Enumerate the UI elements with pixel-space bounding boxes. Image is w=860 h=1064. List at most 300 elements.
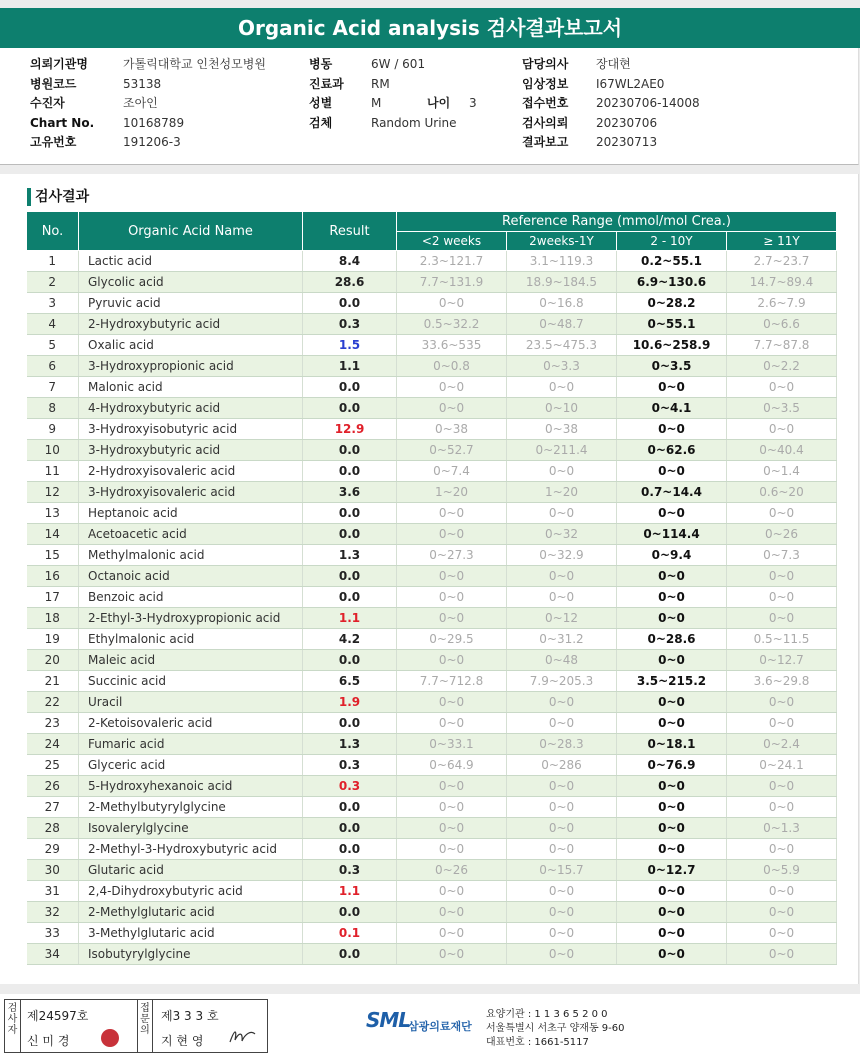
row-result: 1.3 bbox=[303, 734, 397, 755]
row-result: 1.3 bbox=[303, 545, 397, 566]
row-acid-name: Lactic acid bbox=[79, 251, 303, 272]
table-row bbox=[27, 356, 837, 377]
row-ref-11y: 0~12.7 bbox=[727, 650, 837, 671]
table-row bbox=[27, 776, 837, 797]
addr-line-2: 서울특별시 서초구 양재동 9-60 bbox=[486, 1023, 625, 1034]
row-ref-2w-1y: 0~38 bbox=[507, 419, 617, 440]
row-acid-name: Glutaric acid bbox=[79, 860, 303, 881]
row-ref-2w-1y: 0~16.8 bbox=[507, 293, 617, 314]
row-ref-under-2w: 0~27.3 bbox=[397, 545, 507, 566]
row-result: 0.0 bbox=[303, 839, 397, 860]
row-ref-11y: 0.5~11.5 bbox=[727, 629, 837, 650]
row-ref-under-2w: 7.7~712.8 bbox=[397, 671, 507, 692]
row-acid-name: 2,4-Dihydroxybutyric acid bbox=[79, 881, 303, 902]
row-ref-11y: 0~24.1 bbox=[727, 755, 837, 776]
row-no: 3 bbox=[27, 293, 79, 314]
row-ref-under-2w: 7.7~131.9 bbox=[397, 272, 507, 293]
table-row bbox=[27, 377, 837, 398]
info-row bbox=[522, 75, 822, 95]
age-label: 나이 bbox=[427, 96, 451, 110]
row-ref-under-2w: 0~0 bbox=[397, 902, 507, 923]
col-header-ref-under-2w: <2 weeks bbox=[397, 232, 507, 251]
row-no: 23 bbox=[27, 713, 79, 734]
table-row bbox=[27, 944, 837, 965]
info-row bbox=[309, 75, 509, 95]
doctor-signature-icon bbox=[227, 1026, 257, 1046]
row-ref-11y: 0~0 bbox=[727, 944, 837, 965]
row-ref-2-10y: 0~0 bbox=[617, 566, 727, 587]
row-ref-2w-1y: 3.1~119.3 bbox=[507, 251, 617, 272]
table-row bbox=[27, 797, 837, 818]
row-ref-11y: 0~0 bbox=[727, 692, 837, 713]
table-row bbox=[27, 734, 837, 755]
row-ref-2w-1y: 0~0 bbox=[507, 587, 617, 608]
row-result: 0.3 bbox=[303, 776, 397, 797]
info-value: 20230706-14008 bbox=[596, 96, 700, 110]
info-row bbox=[522, 133, 822, 153]
row-ref-11y: 0~0 bbox=[727, 776, 837, 797]
row-ref-2-10y: 0.7~14.4 bbox=[617, 482, 727, 503]
row-ref-11y: 0~3.5 bbox=[727, 398, 837, 419]
row-ref-under-2w: 0~0 bbox=[397, 608, 507, 629]
row-ref-2w-1y: 0~48 bbox=[507, 650, 617, 671]
row-ref-2-10y: 0~0 bbox=[617, 419, 727, 440]
row-ref-under-2w: 0~33.1 bbox=[397, 734, 507, 755]
row-ref-11y: 0~1.4 bbox=[727, 461, 837, 482]
row-result: 0.0 bbox=[303, 461, 397, 482]
row-ref-11y: 0~7.3 bbox=[727, 545, 837, 566]
row-ref-2-10y: 0~0 bbox=[617, 839, 727, 860]
info-row bbox=[30, 55, 300, 75]
row-acid-name: 2-Methylbutyrylglycine bbox=[79, 797, 303, 818]
row-ref-2w-1y: 0~3.3 bbox=[507, 356, 617, 377]
row-acid-name: 3-Hydroxyisovaleric acid bbox=[79, 482, 303, 503]
row-ref-11y: 0~0 bbox=[727, 839, 837, 860]
row-result: 6.5 bbox=[303, 671, 397, 692]
info-row bbox=[522, 94, 822, 114]
col-header-ref-11y: ≥ 11Y bbox=[727, 232, 837, 251]
info-label: 접수번호 bbox=[522, 96, 569, 110]
row-acid-name: 3-Hydroxyisobutyric acid bbox=[79, 419, 303, 440]
table-row bbox=[27, 440, 837, 461]
row-no: 25 bbox=[27, 755, 79, 776]
section-title: 검사결과 bbox=[27, 188, 89, 206]
row-no: 17 bbox=[27, 587, 79, 608]
row-result: 0.3 bbox=[303, 860, 397, 881]
table-row bbox=[27, 755, 837, 776]
row-ref-under-2w: 0~26 bbox=[397, 860, 507, 881]
table-row bbox=[27, 923, 837, 944]
row-result: 12.9 bbox=[303, 419, 397, 440]
info-label: 수진자 bbox=[30, 96, 65, 110]
row-ref-2-10y: 0~0 bbox=[617, 650, 727, 671]
report-footer bbox=[0, 994, 860, 1064]
row-ref-2w-1y: 0~0 bbox=[507, 566, 617, 587]
row-ref-2-10y: 3.5~215.2 bbox=[617, 671, 727, 692]
row-ref-11y: 0~6.6 bbox=[727, 314, 837, 335]
row-ref-2-10y: 0~0 bbox=[617, 377, 727, 398]
age-value: 3 bbox=[469, 96, 477, 110]
row-no: 5 bbox=[27, 335, 79, 356]
row-no: 4 bbox=[27, 314, 79, 335]
row-result: 1.5 bbox=[303, 335, 397, 356]
row-ref-under-2w: 0~0 bbox=[397, 923, 507, 944]
row-no: 15 bbox=[27, 545, 79, 566]
info-row bbox=[309, 55, 509, 75]
row-ref-2-10y: 10.6~258.9 bbox=[617, 335, 727, 356]
row-ref-2w-1y: 0~0 bbox=[507, 776, 617, 797]
row-no: 19 bbox=[27, 629, 79, 650]
row-ref-2-10y: 0~0 bbox=[617, 776, 727, 797]
table-row bbox=[27, 671, 837, 692]
info-column-3 bbox=[522, 55, 822, 153]
row-ref-2-10y: 0~0 bbox=[617, 461, 727, 482]
row-ref-2w-1y: 0~286 bbox=[507, 755, 617, 776]
row-ref-2-10y: 0~4.1 bbox=[617, 398, 727, 419]
row-result: 0.0 bbox=[303, 587, 397, 608]
info-label: 검사의뢰 bbox=[522, 115, 569, 130]
table-row bbox=[27, 818, 837, 839]
info-value: 53138 bbox=[123, 76, 162, 91]
table-row bbox=[27, 608, 837, 629]
row-acid-name: 2-Hydroxyisovaleric acid bbox=[79, 461, 303, 482]
table-row bbox=[27, 902, 837, 923]
col-header-ref-2-10y: 2 - 10Y bbox=[617, 232, 727, 251]
row-no: 11 bbox=[27, 461, 79, 482]
row-acid-name: Ethylmalonic acid bbox=[79, 629, 303, 650]
row-no: 18 bbox=[27, 608, 79, 629]
row-result: 0.0 bbox=[303, 440, 397, 461]
row-ref-2w-1y: 0~28.3 bbox=[507, 734, 617, 755]
table-row bbox=[27, 398, 837, 419]
row-acid-name: 4-Hydroxybutyric acid bbox=[79, 398, 303, 419]
row-result: 0.0 bbox=[303, 524, 397, 545]
row-ref-11y: 0~0 bbox=[727, 713, 837, 734]
row-acid-name: Oxalic acid bbox=[79, 335, 303, 356]
info-value: 장대현 bbox=[596, 57, 631, 71]
row-no: 7 bbox=[27, 377, 79, 398]
row-ref-2w-1y: 0~0 bbox=[507, 902, 617, 923]
row-ref-11y: 0~2.4 bbox=[727, 734, 837, 755]
row-ref-2w-1y: 0~15.7 bbox=[507, 860, 617, 881]
row-result: 0.0 bbox=[303, 902, 397, 923]
row-result: 1.9 bbox=[303, 692, 397, 713]
row-result: 0.3 bbox=[303, 314, 397, 335]
info-value: I67WL2AE0 bbox=[596, 76, 665, 91]
table-row bbox=[27, 419, 837, 440]
row-ref-under-2w: 0~0 bbox=[397, 398, 507, 419]
info-row bbox=[30, 133, 300, 153]
info-column-1 bbox=[30, 55, 300, 153]
doctor-license-no: 제3 3 3 호 bbox=[161, 1009, 219, 1023]
row-ref-under-2w: 0~0 bbox=[397, 797, 507, 818]
row-ref-2w-1y: 18.9~184.5 bbox=[507, 272, 617, 293]
row-ref-2-10y: 0~0 bbox=[617, 692, 727, 713]
row-result: 0.0 bbox=[303, 818, 397, 839]
info-label: Chart No. bbox=[30, 115, 95, 130]
table-row bbox=[27, 461, 837, 482]
row-ref-11y: 0.6~20 bbox=[727, 482, 837, 503]
info-row bbox=[30, 75, 300, 95]
row-ref-2w-1y: 0~31.2 bbox=[507, 629, 617, 650]
row-result: 0.0 bbox=[303, 293, 397, 314]
row-ref-under-2w: 0~0 bbox=[397, 566, 507, 587]
row-result: 3.6 bbox=[303, 482, 397, 503]
table-row bbox=[27, 503, 837, 524]
row-ref-2-10y: 0~0 bbox=[617, 818, 727, 839]
row-ref-2w-1y: 1~20 bbox=[507, 482, 617, 503]
row-result: 1.1 bbox=[303, 881, 397, 902]
row-no: 14 bbox=[27, 524, 79, 545]
info-value: M bbox=[371, 96, 382, 110]
row-acid-name: Glycolic acid bbox=[79, 272, 303, 293]
table-row bbox=[27, 587, 837, 608]
info-label: 병원코드 bbox=[30, 76, 77, 91]
tester-license-no: 제24597호 bbox=[27, 1009, 89, 1023]
row-ref-under-2w: 0~0 bbox=[397, 524, 507, 545]
row-ref-under-2w: 0~0 bbox=[397, 650, 507, 671]
info-column-2 bbox=[309, 55, 509, 133]
col-header-result: Result bbox=[303, 212, 397, 251]
row-no: 2 bbox=[27, 272, 79, 293]
row-no: 10 bbox=[27, 440, 79, 461]
row-ref-2w-1y: 23.5~475.3 bbox=[507, 335, 617, 356]
info-value: 6W / 601 bbox=[371, 57, 426, 71]
row-result: 0.0 bbox=[303, 650, 397, 671]
row-ref-11y: 0~0 bbox=[727, 902, 837, 923]
table-row bbox=[27, 860, 837, 881]
info-value: 20230706 bbox=[596, 115, 658, 130]
row-ref-under-2w: 0~0 bbox=[397, 587, 507, 608]
row-ref-11y: 0~0 bbox=[727, 587, 837, 608]
org-address bbox=[486, 1008, 625, 1050]
col-header-ref-2w-1y: 2weeks-1Y bbox=[507, 232, 617, 251]
row-ref-11y: 0~2.2 bbox=[727, 356, 837, 377]
row-ref-2w-1y: 0~0 bbox=[507, 881, 617, 902]
tester-name: 신 미 경 bbox=[27, 1034, 70, 1048]
row-result: 0.1 bbox=[303, 923, 397, 944]
table-row bbox=[27, 251, 837, 272]
row-ref-2-10y: 0~9.4 bbox=[617, 545, 727, 566]
row-ref-2-10y: 0~28.2 bbox=[617, 293, 727, 314]
table-row bbox=[27, 293, 837, 314]
row-ref-11y: 0~0 bbox=[727, 377, 837, 398]
row-ref-under-2w: 0~0 bbox=[397, 713, 507, 734]
row-result: 1.1 bbox=[303, 608, 397, 629]
info-value: 20230713 bbox=[596, 135, 658, 149]
row-ref-2-10y: 0~28.6 bbox=[617, 629, 727, 650]
row-ref-under-2w: 0~0 bbox=[397, 818, 507, 839]
row-ref-2-10y: 0~18.1 bbox=[617, 734, 727, 755]
logo-org-name: 삼광의료재단 bbox=[408, 1020, 472, 1033]
row-ref-under-2w: 0~0.8 bbox=[397, 356, 507, 377]
row-no: 31 bbox=[27, 881, 79, 902]
row-no: 28 bbox=[27, 818, 79, 839]
tester-seal-icon bbox=[101, 1029, 119, 1047]
row-ref-11y: 3.6~29.8 bbox=[727, 671, 837, 692]
table-row bbox=[27, 839, 837, 860]
row-ref-2-10y: 0~0 bbox=[617, 881, 727, 902]
row-ref-2w-1y: 0~0 bbox=[507, 944, 617, 965]
row-ref-2w-1y: 0~48.7 bbox=[507, 314, 617, 335]
row-ref-2w-1y: 0~12 bbox=[507, 608, 617, 629]
row-ref-11y: 0~0 bbox=[727, 566, 837, 587]
row-ref-under-2w: 0~0 bbox=[397, 692, 507, 713]
logo-mark: SML bbox=[366, 1008, 411, 1032]
row-ref-2-10y: 0~55.1 bbox=[617, 314, 727, 335]
row-no: 12 bbox=[27, 482, 79, 503]
row-ref-2-10y: 0~62.6 bbox=[617, 440, 727, 461]
info-value: RM bbox=[371, 76, 390, 91]
row-ref-under-2w: 1~20 bbox=[397, 482, 507, 503]
row-ref-2-10y: 0~0 bbox=[617, 587, 727, 608]
row-ref-2-10y: 0~0 bbox=[617, 944, 727, 965]
row-no: 20 bbox=[27, 650, 79, 671]
info-label: 임상정보 bbox=[522, 76, 569, 91]
row-ref-11y: 0~0 bbox=[727, 419, 837, 440]
row-acid-name: 3-Methylglutaric acid bbox=[79, 923, 303, 944]
row-ref-2-10y: 0~114.4 bbox=[617, 524, 727, 545]
table-row bbox=[27, 713, 837, 734]
row-result: 0.0 bbox=[303, 398, 397, 419]
row-ref-2w-1y: 0~0 bbox=[507, 797, 617, 818]
info-label: 담당의사 bbox=[522, 57, 569, 71]
info-label: 결과보고 bbox=[522, 135, 569, 149]
table-row bbox=[27, 566, 837, 587]
row-acid-name: Acetoacetic acid bbox=[79, 524, 303, 545]
row-ref-11y: 0~0 bbox=[727, 608, 837, 629]
addr-line-3: 대표번호 : 1661-5117 bbox=[486, 1037, 589, 1048]
table-row bbox=[27, 335, 837, 356]
info-label: 병동 bbox=[309, 57, 333, 71]
row-ref-11y: 0~0 bbox=[727, 797, 837, 818]
sml-logo bbox=[366, 1008, 486, 1048]
row-ref-2-10y: 0~12.7 bbox=[617, 860, 727, 881]
row-no: 24 bbox=[27, 734, 79, 755]
report-title: Organic Acid analysis 검사결과보고서 bbox=[0, 8, 860, 48]
row-ref-under-2w: 0~38 bbox=[397, 419, 507, 440]
row-no: 29 bbox=[27, 839, 79, 860]
table-row bbox=[27, 524, 837, 545]
row-no: 6 bbox=[27, 356, 79, 377]
row-ref-11y: 0~0 bbox=[727, 503, 837, 524]
row-result: 4.2 bbox=[303, 629, 397, 650]
row-ref-2w-1y: 0~0 bbox=[507, 692, 617, 713]
row-acid-name: Octanoic acid bbox=[79, 566, 303, 587]
row-no: 8 bbox=[27, 398, 79, 419]
info-row bbox=[30, 114, 300, 134]
info-row bbox=[30, 94, 300, 114]
info-label: 성별 bbox=[309, 96, 333, 110]
doctor-label: 접 문 의 bbox=[137, 1000, 153, 1052]
row-acid-name: Malonic acid bbox=[79, 377, 303, 398]
row-ref-2-10y: 0~0 bbox=[617, 503, 727, 524]
row-ref-2w-1y: 0~0 bbox=[507, 377, 617, 398]
row-result: 1.1 bbox=[303, 356, 397, 377]
row-result: 0.0 bbox=[303, 503, 397, 524]
row-result: 28.6 bbox=[303, 272, 397, 293]
row-acid-name: 2-Methylglutaric acid bbox=[79, 902, 303, 923]
row-ref-2w-1y: 0~32.9 bbox=[507, 545, 617, 566]
row-acid-name: 2-Ketoisovaleric acid bbox=[79, 713, 303, 734]
row-acid-name: 3-Hydroxybutyric acid bbox=[79, 440, 303, 461]
row-no: 13 bbox=[27, 503, 79, 524]
row-ref-under-2w: 0~0 bbox=[397, 839, 507, 860]
row-ref-2-10y: 0~0 bbox=[617, 608, 727, 629]
results-table bbox=[26, 211, 837, 965]
row-acid-name: 5-Hydroxyhexanoic acid bbox=[79, 776, 303, 797]
row-acid-name: Isovalerylglycine bbox=[79, 818, 303, 839]
row-ref-2-10y: 0.2~55.1 bbox=[617, 251, 727, 272]
row-acid-name: 3-Hydroxypropionic acid bbox=[79, 356, 303, 377]
row-ref-2w-1y: 7.9~205.3 bbox=[507, 671, 617, 692]
row-ref-11y: 0~0 bbox=[727, 881, 837, 902]
info-row bbox=[309, 114, 509, 134]
row-ref-2w-1y: 0~0 bbox=[507, 503, 617, 524]
row-ref-under-2w: 0~0 bbox=[397, 881, 507, 902]
table-row bbox=[27, 650, 837, 671]
table-row bbox=[27, 881, 837, 902]
row-result: 0.0 bbox=[303, 797, 397, 818]
row-no: 26 bbox=[27, 776, 79, 797]
info-row bbox=[309, 94, 509, 114]
info-label: 진료과 bbox=[309, 76, 344, 91]
info-label: 의뢰기관명 bbox=[30, 57, 88, 71]
row-no: 16 bbox=[27, 566, 79, 587]
row-acid-name: Methylmalonic acid bbox=[79, 545, 303, 566]
row-ref-2-10y: 0~76.9 bbox=[617, 755, 727, 776]
col-header-no: No. bbox=[27, 212, 79, 251]
row-ref-2-10y: 0~0 bbox=[617, 902, 727, 923]
info-label: 검체 bbox=[309, 115, 333, 130]
row-result: 0.0 bbox=[303, 944, 397, 965]
row-acid-name: Maleic acid bbox=[79, 650, 303, 671]
info-row bbox=[522, 55, 822, 75]
info-row bbox=[522, 114, 822, 134]
row-acid-name: Heptanoic acid bbox=[79, 503, 303, 524]
row-ref-11y: 0~26 bbox=[727, 524, 837, 545]
row-no: 34 bbox=[27, 944, 79, 965]
row-ref-under-2w: 2.3~121.7 bbox=[397, 251, 507, 272]
info-label: 고유번호 bbox=[30, 135, 77, 149]
row-ref-under-2w: 0~64.9 bbox=[397, 755, 507, 776]
row-ref-11y: 14.7~89.4 bbox=[727, 272, 837, 293]
row-acid-name: Benzoic acid bbox=[79, 587, 303, 608]
row-acid-name: Fumaric acid bbox=[79, 734, 303, 755]
info-value: 191206-3 bbox=[123, 135, 181, 149]
row-no: 9 bbox=[27, 419, 79, 440]
patient-info-panel bbox=[0, 48, 859, 165]
row-ref-under-2w: 0~0 bbox=[397, 944, 507, 965]
row-ref-2w-1y: 0~0 bbox=[507, 839, 617, 860]
table-row bbox=[27, 272, 837, 293]
results-panel bbox=[0, 174, 859, 984]
row-no: 27 bbox=[27, 797, 79, 818]
row-acid-name: 2-Hydroxybutyric acid bbox=[79, 314, 303, 335]
row-acid-name: Succinic acid bbox=[79, 671, 303, 692]
row-ref-11y: 2.6~7.9 bbox=[727, 293, 837, 314]
row-no: 21 bbox=[27, 671, 79, 692]
row-result: 0.0 bbox=[303, 566, 397, 587]
table-row bbox=[27, 692, 837, 713]
row-ref-2w-1y: 0~0 bbox=[507, 818, 617, 839]
row-ref-11y: 0~40.4 bbox=[727, 440, 837, 461]
row-ref-11y: 2.7~23.7 bbox=[727, 251, 837, 272]
row-ref-2w-1y: 0~0 bbox=[507, 461, 617, 482]
row-no: 22 bbox=[27, 692, 79, 713]
row-result: 0.3 bbox=[303, 755, 397, 776]
row-result: 0.0 bbox=[303, 377, 397, 398]
